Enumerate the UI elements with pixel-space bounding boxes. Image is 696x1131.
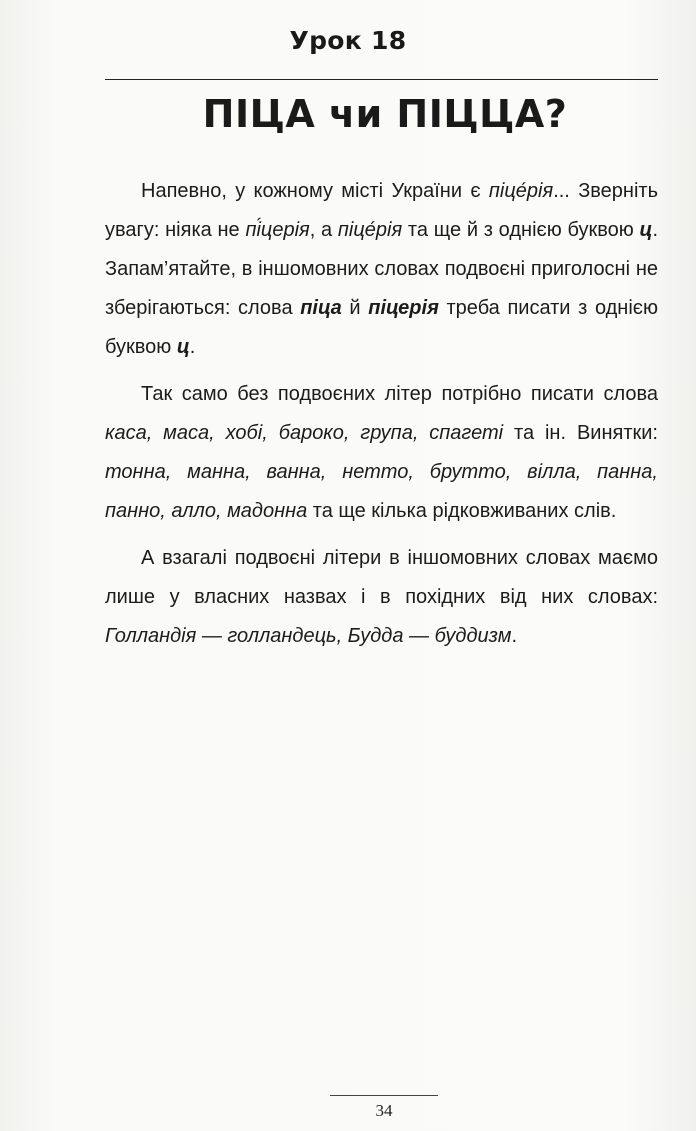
text-run: Так само без подвоєних літер потрібно писати слова [141,383,658,405]
text-run: А взагалі подвоєні літери в іншомовних словах маємо лише у власних назвах і в похідних від них словах: [105,547,658,608]
text-run: та ін. Винятки: [503,422,658,444]
page-number: 34 [375,1101,393,1120]
text-run: та ще й з однією буквою [402,219,640,241]
text-run: треба писати з однією буквою [105,297,658,358]
paragraph-2 [105,375,658,531]
lesson-label: Урок 18 [289,26,407,55]
paragraph-3 [105,539,658,656]
text-run: Напевно, у кожному місті України є [141,180,489,202]
text-run: . [511,625,517,647]
italic-word: піце́рія [337,219,403,241]
italic-examples: Голландія — голландець, Будда — буддизм [105,625,512,647]
text-run: . Запам’ятайте, в іншомовних словах подвоєні приголосні не зберігаються: слова [105,219,658,319]
footer-divider [330,1095,438,1096]
italic-exceptions: тонна, манна, ванна, нетто, брутто, вілла, панна, панно, алло, мадонна [105,461,658,522]
bold-word: піцерія [368,297,439,319]
page-title: ПІЦА чи ПІЦЦА? [202,92,568,136]
text-run: ... Зверніть увагу: ніяка не [105,180,658,241]
text-run: та ще кілька рідковживаних слів. [307,500,617,522]
body-text [105,172,658,664]
text-run: , а [309,219,338,241]
bold-word: піца [300,297,342,319]
header-divider [105,79,658,80]
italic-examples: каса, маса, хобі, бароко, група, спагеті [105,422,504,444]
italic-word: пі́церія [245,219,310,241]
italic-word: піце́рія [488,180,554,202]
bold-letter: ц [639,219,653,241]
bold-letter: ц [176,336,190,358]
paragraph-1 [105,172,658,367]
text-run: й [341,297,369,319]
text-run: . [189,336,196,358]
